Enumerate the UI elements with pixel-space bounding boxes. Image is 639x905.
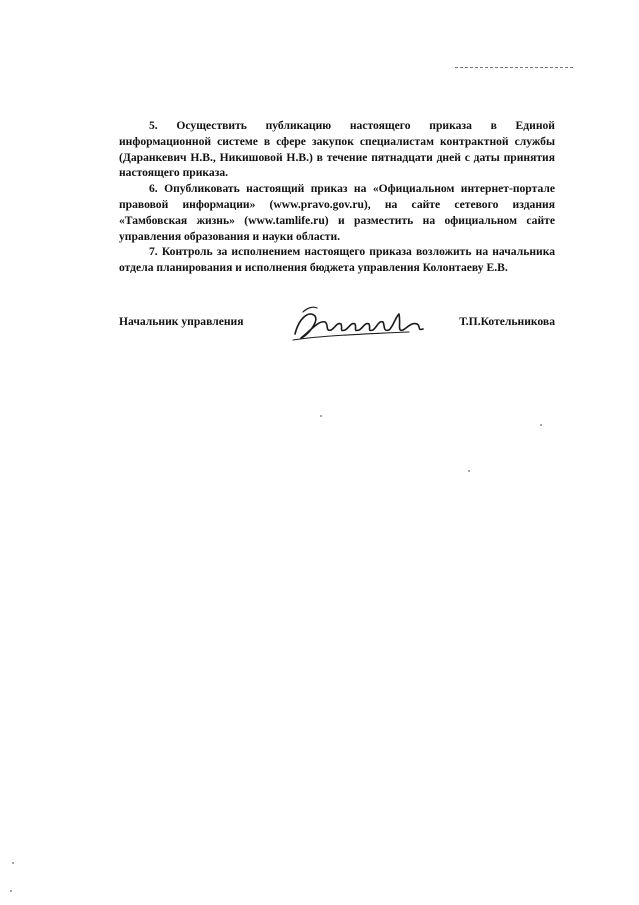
- scan-speck: [540, 424, 542, 426]
- scan-speck: [468, 470, 470, 472]
- scan-speck: [12, 862, 14, 864]
- signatory-name: Т.П.Котельникова: [459, 315, 555, 328]
- signatory-position: Начальник управления: [119, 315, 244, 328]
- handwritten-signature: [289, 300, 429, 344]
- scan-speck: [320, 415, 322, 417]
- paragraph-7: 7. Контроль за исполнением настоящего приказа возложить на начальника отдела планирования и исполнения бюджета управления Колонтаеву Е.В.: [119, 245, 555, 275]
- document-body: [119, 118, 555, 276]
- scan-artifact-line: [455, 67, 573, 68]
- signature-block: [119, 300, 555, 350]
- paragraph-5: 5. Осуществить публикацию настоящего приказа в Единой информационной системе в сфере закупок специалистам контрактной службы (Даранкевич Н.В., Никишовой Н.В.) в течение пятнадцати дней с даты принятия настоящего приказа.: [119, 119, 555, 180]
- scan-speck: [10, 890, 12, 892]
- paragraph-6: 6. Опубликовать настоящий приказ на «Официальном интернет-портале правовой информации» (www.pravo.gov.ru), на сайте сетевого издания «Тамбовская жизнь» (www.tamlife.ru) и разместить на официальном сайте управления образования и науки области.: [119, 182, 555, 243]
